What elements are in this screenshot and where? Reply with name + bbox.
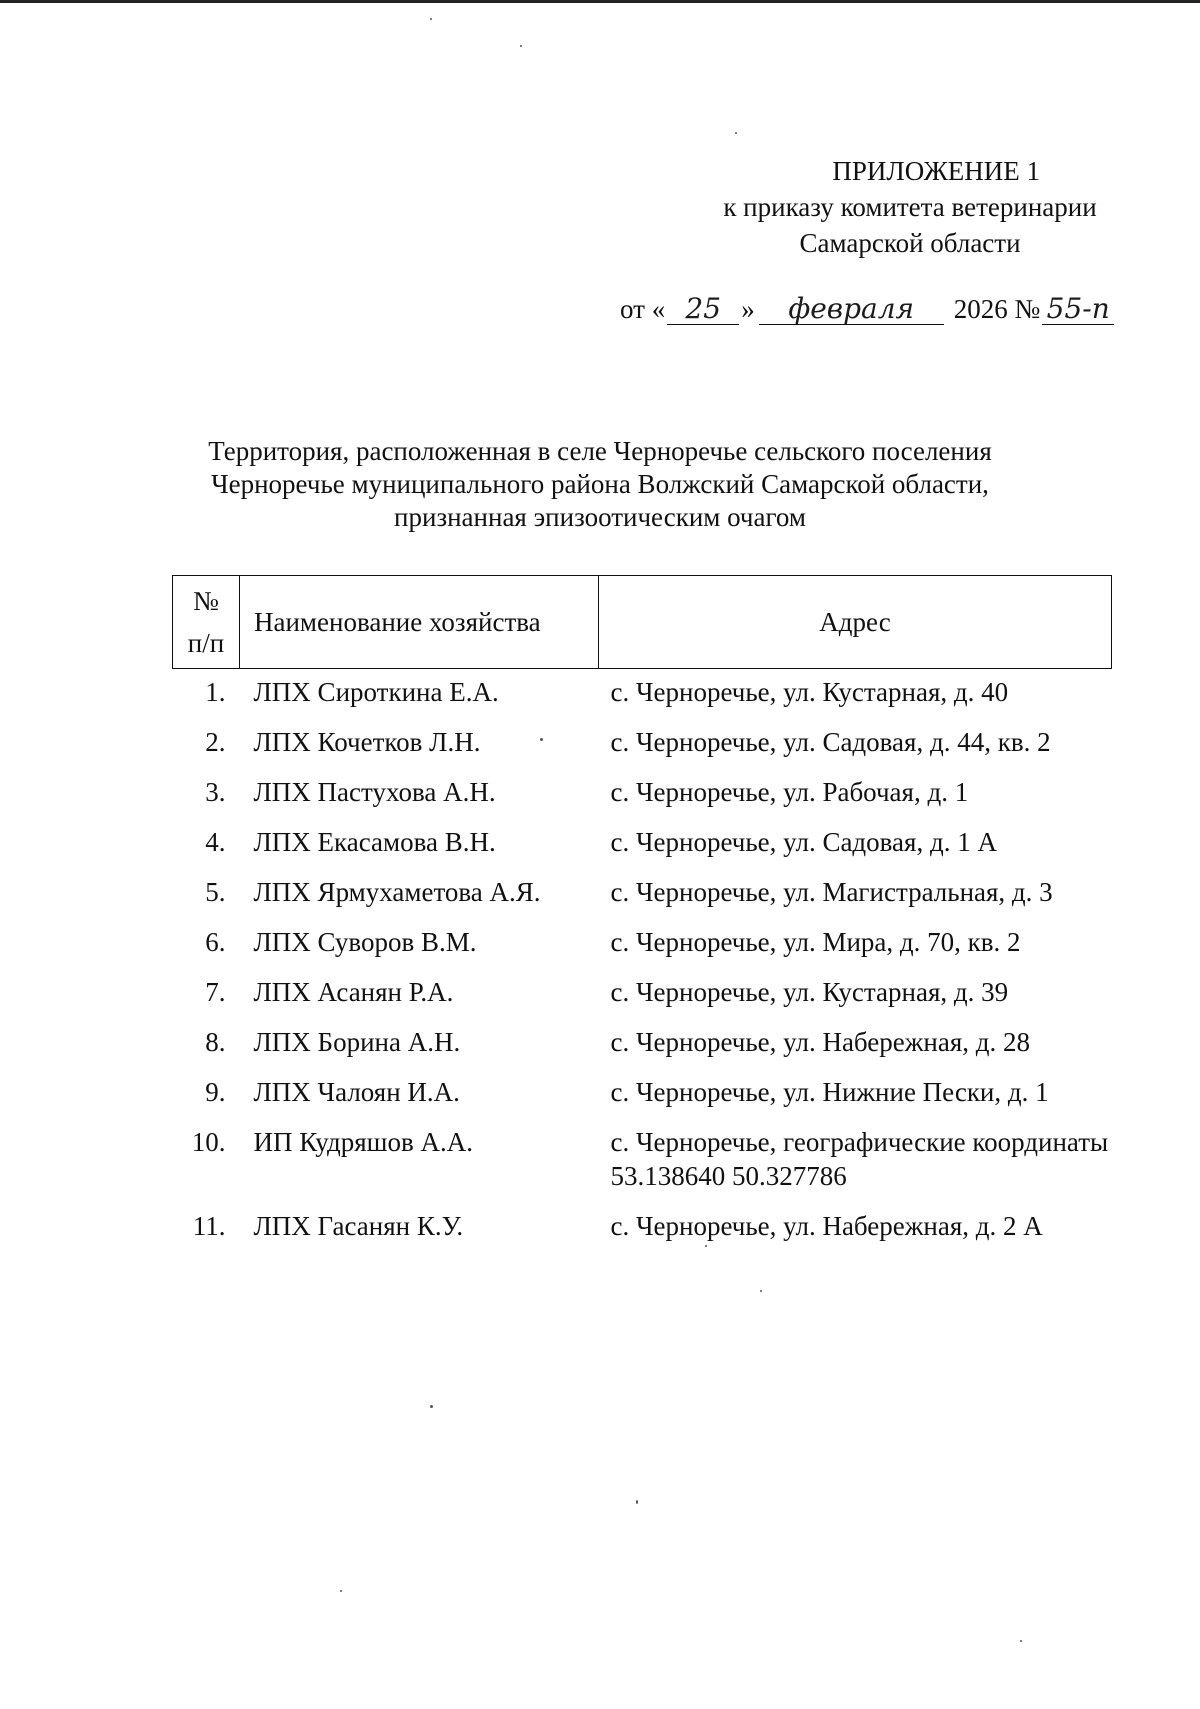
header-farm-name: Наименование хозяйства [240, 576, 599, 669]
row-farm-name: ИП Кудряшов А.А. [253, 1127, 473, 1157]
header-number-abbr: п/п [187, 628, 225, 658]
row-address [599, 1125, 1112, 1209]
order-date-line [620, 294, 1114, 325]
header-number [173, 576, 240, 669]
table-row [173, 825, 1112, 875]
row-number: 8. [205, 1027, 226, 1057]
table-row [173, 925, 1112, 975]
appendix-region: Самарской области [799, 228, 1021, 258]
row-number: 7. [205, 977, 226, 1007]
row-farm-name: ЛПХ Пастухова А.Н. [253, 777, 496, 807]
row-farm-name: ЛПХ Сироткина Е.А. [253, 677, 499, 707]
scan-speck [760, 1290, 762, 1292]
table-row [173, 975, 1112, 1025]
row-number: 9. [205, 1077, 226, 1107]
row-farm-name: ЛПХ Асанян Р.А. [253, 977, 454, 1007]
scan-speck [735, 132, 737, 134]
row-address: с. Черноречье, ул. Садовая, д. 44, кв. 2 [610, 727, 1051, 757]
row-farm-name: ЛПХ Борина А.Н. [253, 1027, 461, 1057]
top-border-line [0, 0, 1200, 3]
farms-table [172, 575, 1112, 1259]
table-row [173, 1125, 1112, 1209]
row-farm-name: ЛПХ Екасамова В.Н. [253, 827, 496, 857]
row-farm-name: ЛПХ Чалоян И.А. [253, 1077, 460, 1107]
header-address: Адрес [599, 576, 1112, 669]
scan-speck [1020, 1640, 1022, 1642]
scan-speck [430, 18, 432, 20]
header-number-symbol: № [193, 586, 219, 616]
handwritten-order-number: 55-п [1042, 294, 1114, 325]
scan-speck [520, 45, 522, 47]
table-row [173, 1075, 1112, 1125]
handwritten-month: февраля [759, 294, 944, 325]
row-address-line-1: с. Черноречье, географические координаты [610, 1127, 1109, 1157]
row-address: с. Черноречье, ул. Рабочая, д. 1 [610, 777, 969, 807]
table-row [173, 875, 1112, 925]
row-number: 5. [205, 877, 226, 907]
row-farm-name: ЛПХ Кочетков Л.Н. [253, 727, 481, 757]
date-mid: » [741, 294, 755, 324]
row-address-line-2: 53.138640 50.327786 [610, 1161, 847, 1191]
appendix-order-ref: к приказу комитета ветеринарии [723, 192, 1097, 222]
row-number: 2. [205, 727, 226, 757]
row-number: 6. [205, 927, 226, 957]
table-row [173, 1025, 1112, 1075]
row-farm-name: ЛПХ Ярмухаметова А.Я. [253, 877, 541, 907]
row-address: с. Черноречье, ул. Набережная, д. 28 [610, 1027, 1031, 1057]
row-number: 11. [192, 1211, 226, 1241]
row-address: с. Черноречье, ул. Мира, д. 70, кв. 2 [610, 927, 1021, 957]
table-row [173, 725, 1112, 775]
date-year: 2026 № [953, 294, 1041, 324]
scan-speck [430, 1405, 433, 1408]
handwritten-day: 25 [667, 294, 739, 325]
scan-speck [340, 1590, 342, 1592]
table-row [173, 669, 1112, 726]
table-row [173, 775, 1112, 825]
row-address: с. Черноречье, ул. Нижние Пески, д. 1 [610, 1077, 1049, 1107]
row-farm-name: ЛПХ Гасанян К.У. [253, 1211, 464, 1241]
row-number: 10. [191, 1127, 226, 1157]
title-line-2: Черноречье муниципального района Волжский Самарской области, [211, 469, 989, 499]
title-line-3: признанная эпизоотическим очагом [394, 502, 806, 532]
row-address: с. Черноречье, ул. Набережная, д. 2 А [610, 1211, 1043, 1241]
appendix-title: ПРИЛОЖЕНИЕ 1 [832, 156, 1040, 186]
scan-speck [540, 738, 543, 741]
row-number: 3. [205, 777, 226, 807]
table-row [173, 1209, 1112, 1259]
row-address: с. Черноречье, ул. Садовая, д. 1 А [610, 827, 997, 857]
scan-speck [705, 1245, 707, 1247]
row-number: 4. [205, 827, 226, 857]
row-address: с. Черноречье, ул. Кустарная, д. 40 [610, 677, 1009, 707]
scan-speck [636, 1500, 638, 1504]
row-address: с. Черноречье, ул. Кустарная, д. 39 [610, 977, 1009, 1007]
document-title [150, 435, 1050, 534]
table-header-row [173, 576, 1112, 669]
date-prefix: от « [620, 294, 666, 324]
appendix-header [700, 153, 1120, 261]
row-number: 1. [205, 677, 226, 707]
title-line-1: Территория, расположенная в селе Черноречье сельского поселения [208, 436, 992, 466]
row-farm-name: ЛПХ Суворов В.М. [253, 927, 477, 957]
row-address: с. Черноречье, ул. Магистральная, д. 3 [610, 877, 1053, 907]
